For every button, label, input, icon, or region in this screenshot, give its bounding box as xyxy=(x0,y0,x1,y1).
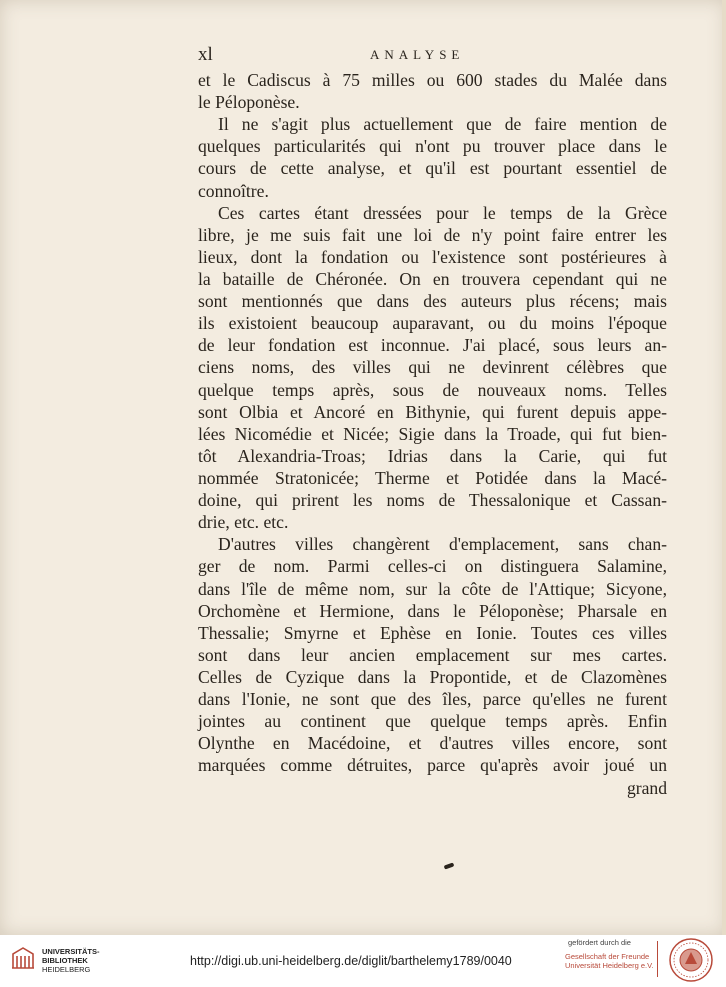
text-line: la bataille de Chéronée. On en trouvera cependant qui ne xyxy=(198,268,667,289)
page-header xyxy=(198,44,668,68)
footer-divider xyxy=(657,941,658,977)
footer-bar xyxy=(0,935,726,987)
text-line: tôt Alexandria-Troas; Idrias dans la Carie, qui fut xyxy=(198,445,667,466)
library-name xyxy=(42,947,100,974)
text-line: doine, qui prirent les noms de Thessalonique et Cassan- xyxy=(198,490,667,511)
text-line: jointes au continent que quelque temps après. Enfin xyxy=(198,711,667,732)
text-line: Celles de Cyzique dans la Propontide, et de Clazomènes xyxy=(198,666,667,687)
permalink[interactable]: http://digi.ub.uni-heidelberg.de/diglit/barthelemy1789/0040 xyxy=(190,954,512,968)
society-name-line: Gesellschaft der Freunde xyxy=(565,952,650,961)
body-text xyxy=(198,69,667,799)
text-line: sont dans leur ancien emplacement sur mes cartes. xyxy=(198,644,667,665)
text-line: marquées comme détruites, parce qu'après avoir joué un xyxy=(198,755,667,776)
text-line: de leur fondation est inconnue. J'ai placé, sous leurs an- xyxy=(198,335,667,356)
page-number: xl xyxy=(198,44,213,65)
library-name-line: BIBLIOTHEK xyxy=(42,956,88,965)
text-line: quelques particularités qui n'ont pu trouver place dans le xyxy=(198,136,667,157)
library-name-line: HEIDELBERG xyxy=(42,965,91,974)
text-line: ciens noms, des villes qui ne devinrent célèbres que xyxy=(198,357,667,378)
library-logo-icon xyxy=(10,945,36,971)
text-line: libre, je me suis fait une loi de n'y point faire entrer les xyxy=(198,224,667,245)
text-line: nommée Stratonicée; Therme et Potidée dans la Macé- xyxy=(198,467,667,488)
society-name xyxy=(565,952,654,970)
text-line: dans l'île de même nom, sur la côte de l'Attique; Sicyone, xyxy=(198,578,667,599)
society-name-line: Universität Heidelberg e.V. xyxy=(565,961,654,970)
running-head: ANALYSE xyxy=(370,47,465,62)
text-line: lées Nicomédie et Nicée; Sigie dans la Troade, qui fut bien- xyxy=(198,423,667,444)
text-line: ils existoient beaucoup auparavant, ou du moins l'époque xyxy=(198,313,667,334)
text-line: le Péloponèse. xyxy=(198,92,300,113)
text-line: et le Cadiscus à 75 milles ou 600 stades du Malée dans xyxy=(198,70,667,90)
text-line: Orchomène et Hermione, dans le Péloponèse; Pharsale en xyxy=(198,600,667,621)
university-seal-icon xyxy=(668,937,714,983)
text-line: Ces cartes étant dressées pour le temps de la Grèce xyxy=(218,202,667,223)
text-line: dans l'Ionie, ne sont que des îles, parce qu'elles ne furent xyxy=(198,689,667,710)
text-line: connoître. xyxy=(198,180,269,201)
ink-mark xyxy=(444,862,455,869)
text-line: ger de nom. Parmi celles-ci on distinguera Salamine, xyxy=(198,556,667,577)
text-line: sont mentionnés que dans des auteurs plus récens; mais xyxy=(198,291,667,312)
text-line: drie, etc. etc. xyxy=(198,512,289,533)
text-line: Thessalie; Smyrne et Ephèse en Ionie. Toutes ces villes xyxy=(198,622,667,643)
text-line: quelque temps après, sous de nouveaux noms. Telles xyxy=(198,379,667,400)
text-line: D'autres villes changèrent d'emplacement, sans chan- xyxy=(218,534,667,555)
text-line: Olynthe en Macédoine, et d'autres villes encore, sont xyxy=(198,733,667,754)
library-name-line: UNIVERSITÄTS- xyxy=(42,947,100,956)
text-line: Il ne s'agit plus actuellement que de faire mention de xyxy=(218,114,667,135)
catchword: grand xyxy=(626,777,667,798)
page-edge xyxy=(722,0,726,935)
text-line: sont Olbia et Ancoré en Bithynie, qui furent depuis appe- xyxy=(198,401,667,422)
text-line: lieux, dont la fondation ou l'existence sont postérieures à xyxy=(198,246,667,267)
text-line: cours de cette analyse, et qu'il est pourtant essentiel de xyxy=(198,158,667,179)
funded-by-label: gefördert durch die xyxy=(568,938,631,947)
